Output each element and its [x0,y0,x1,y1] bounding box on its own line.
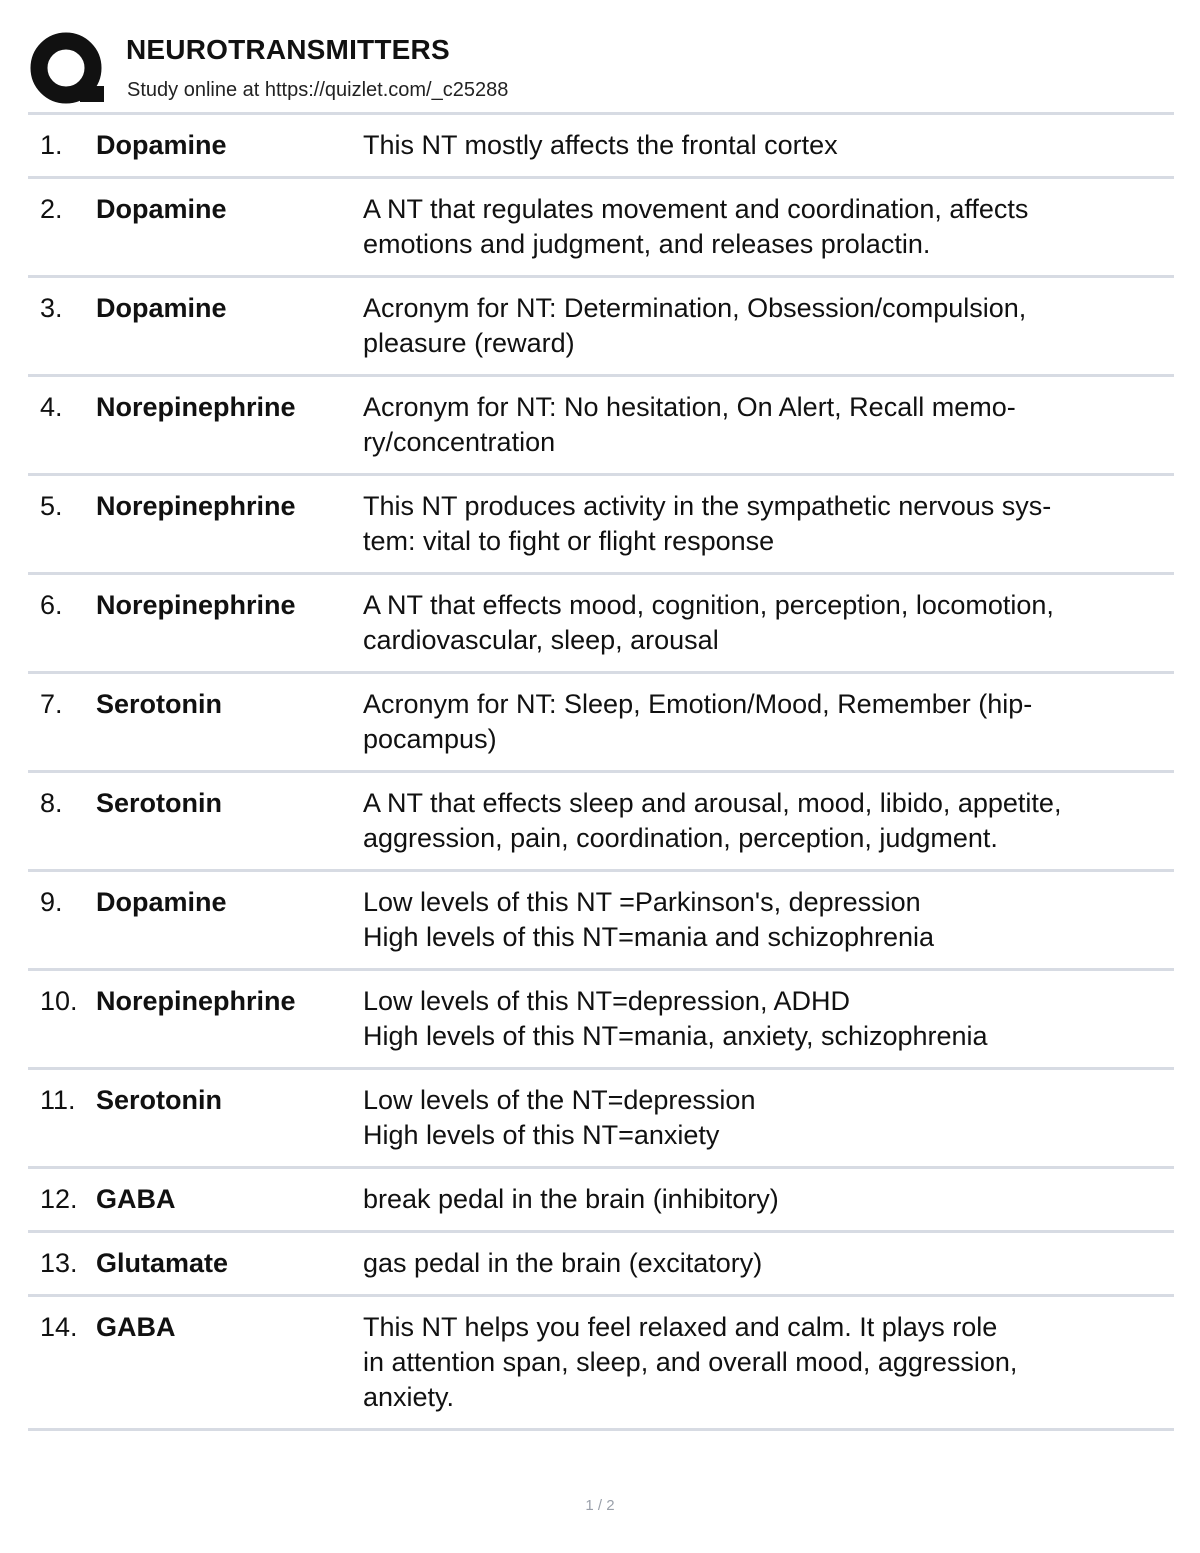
card-definition: A NT that effects mood, cognition, perception, locomotion, cardiovascular, sleep, arousal [363,590,1054,655]
card-definition: Acronym for NT: No hesitation, On Alert, Recall memo- ry/concentration [363,392,1016,457]
card-term: Dopamine [96,293,227,323]
card-term: Norepinephrine [96,491,296,521]
card-term: Serotonin [96,1085,222,1115]
card-definition: A NT that regulates movement and coordination, affects emotions and judgment, and releases prolactin. [363,194,1029,259]
card-number: 5. [40,491,63,521]
card-number: 13. [40,1248,78,1278]
card-number: 9. [40,887,63,917]
flashcard-row [28,1297,1174,1431]
card-definition: break pedal in the brain (inhibitory) [363,1184,779,1214]
flashcard-row [28,971,1174,1070]
quizlet-q-logo-icon [28,30,108,110]
card-term: GABA [96,1312,176,1342]
card-term: Serotonin [96,689,222,719]
card-term: Dopamine [96,887,227,917]
card-definition: Acronym for NT: Determination, Obsession/compulsion, pleasure (reward) [363,293,1027,358]
card-term: Serotonin [96,788,222,818]
card-definition: Low levels of this NT =Parkinson's, depression High levels of this NT=mania and schizophrenia [363,887,935,952]
flashcard-row [28,674,1174,773]
flashcard-row [28,377,1174,476]
page-title: NEUROTRANSMITTERS [126,34,450,65]
flashcard-row [28,179,1174,278]
card-term: Dopamine [96,194,227,224]
card-number: 6. [40,590,63,620]
card-definition: This NT produces activity in the sympathetic nervous sys- tem: vital to fight or flight response [363,491,1052,556]
card-definition: This NT mostly affects the frontal cortex [363,130,838,160]
card-definition: This NT helps you feel relaxed and calm. It plays role in attention span, sleep, and overall mood, aggression, anxiety. [363,1312,1018,1412]
card-number: 1. [40,130,63,160]
card-definition: gas pedal in the brain (excitatory) [363,1248,763,1278]
card-number: 10. [40,986,78,1016]
card-term: Glutamate [96,1248,229,1278]
flashcard-row [28,476,1174,575]
card-definition: Low levels of the NT=depression High levels of this NT=anxiety [363,1085,756,1150]
card-number: 11. [40,1085,76,1115]
card-term: Norepinephrine [96,590,296,620]
flashcard-row [28,872,1174,971]
card-number: 7. [40,689,63,719]
card-number: 2. [40,194,63,224]
card-number: 8. [40,788,63,818]
card-term: Dopamine [96,130,227,160]
card-term: Norepinephrine [96,392,296,422]
page-number: 1 / 2 [585,1497,615,1514]
card-number: 4. [40,392,63,422]
card-term: Norepinephrine [96,986,296,1016]
flashcard-row [28,278,1174,377]
card-number: 12. [40,1184,78,1214]
study-link-text: Study online at https://quizlet.com/_c25288 [127,79,509,101]
flashcard-row [28,1070,1174,1169]
card-definition: A NT that effects sleep and arousal, mood, libido, appetite, aggression, pain, coordination, perception, judgment. [363,788,1062,853]
flashcard-list [28,112,1174,1431]
card-number: 3. [40,293,63,323]
card-number: 14. [40,1312,78,1342]
flashcard-row [28,1169,1174,1233]
card-term: GABA [96,1184,176,1214]
flashcard-row [28,575,1174,674]
flashcard-row [28,115,1174,179]
flashcard-row [28,773,1174,872]
card-definition: Acronym for NT: Sleep, Emotion/Mood, Remember (hip- pocampus) [363,689,1033,754]
card-definition: Low levels of this NT=depression, ADHD High levels of this NT=mania, anxiety, schizophrenia [363,986,988,1051]
page-header [28,28,1178,108]
flashcard-row [28,1233,1174,1297]
